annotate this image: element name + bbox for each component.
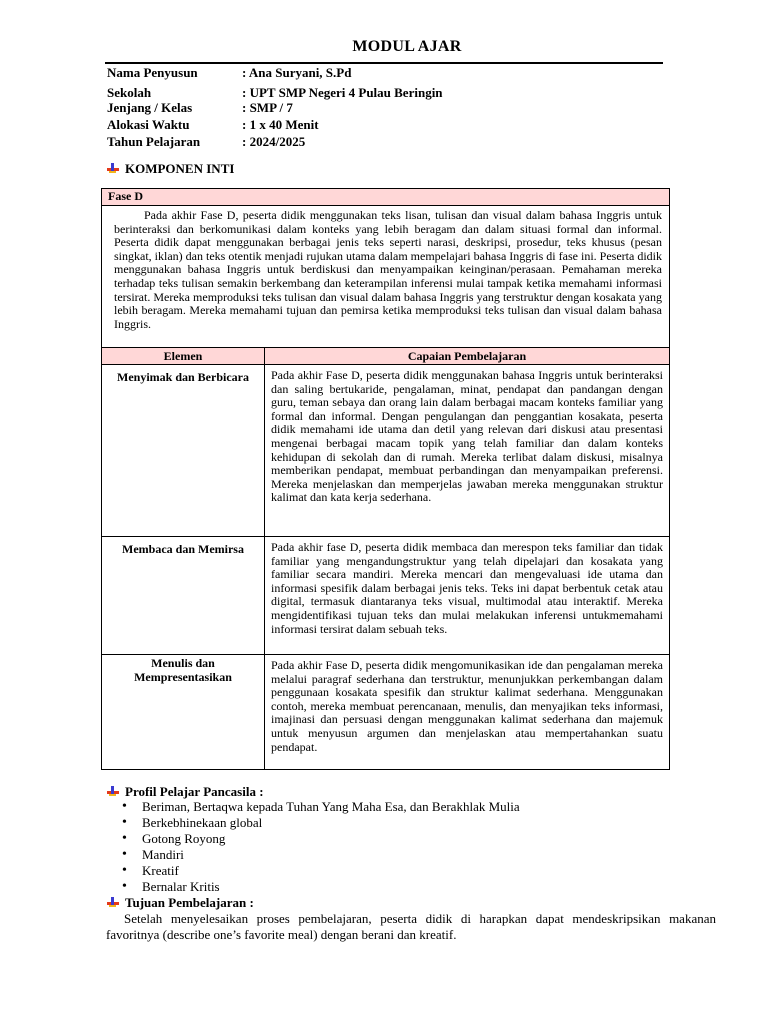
list-item: • Bernalar Kritis: [122, 879, 520, 895]
info-value: : 1 x 40 Menit: [242, 117, 319, 132]
info-label: Nama Penyusun: [107, 65, 198, 80]
info-value: : Ana Suryani, S.Pd: [242, 65, 352, 80]
info-label: Sekolah: [107, 85, 152, 100]
table-row: [102, 537, 670, 655]
elemen-cell: Membaca dan Memirsa: [102, 537, 265, 655]
info-value: : 2024/2025: [242, 134, 306, 149]
document-title: MODUL AJAR: [352, 38, 462, 55]
list-item: • Mandiri: [122, 847, 520, 863]
info-value: : UPT SMP Negeri 4 Pulau Beringin: [242, 85, 443, 100]
fase-description: [102, 206, 670, 348]
list-item: • Kreatif: [122, 863, 520, 879]
table-row: [102, 655, 670, 770]
tujuan-text-block: [106, 911, 716, 943]
info-label: Alokasi Waktu: [107, 117, 190, 132]
capaian-cell: Pada akhir Fase D, peserta didik mengomunikasikan ide dan pengalaman mereka melalui paragraf sederhana dan terstruktur, menunjukkan perkembangan dalam penggunaan kosakata spesifik dan struktur kalimat sederhana. Menggunakan contoh, mereka membuat perencanaan, menulis, dan menyajikan teks informasi, imajinasi dan persuasi dengan menggunakan kalimat sederhana dan majemuk untuk menyusun argumen dan menjelaskan atau mempertahankan suatu pendapat.: [265, 655, 670, 770]
tujuan-paragraph: Setelah menyelesaikan proses pembelajaran, peserta didik di harapkan dapat mendeskripsikan makanan favoritnya (describe one’s favorite meal) dengan berani dan kreatif.: [106, 911, 716, 942]
list-item: • Beriman, Bertaqwa kepada Tuhan Yang Maha Esa, dan Berakhlak Mulia: [122, 799, 520, 815]
list-item: • Berkebhinekaan global: [122, 815, 520, 831]
fase-paragraph: Pada akhir Fase D, peserta didik menggunakan teks lisan, tulisan dan visual dalam bahasa Inggris untuk berinteraksi dan berkomunikasi dalam konteks yang lebih beragam dan dalam situasi formal dan informal. Peserta didik dapat menggunakan berbagai jenis teks seperti narasi, deskripsi, prosedur, teks khusus (pesan singkat, iklan) dan teks otentik menjadi rujukan utama dalam mempelajari bahasa Inggris di fase ini. Peserta didik menggunakan bahasa Inggris untuk berdiskusi dan menyampaikan keinginan/perasaan. Pemahaman mereka terhadap teks tulisan semakin berkembang dan keterampilan inferensi mulai tampak ketika memahami informasi tersirat. Mereka memproduksi teks tulisan dan visual dalam bahasa Inggris yang terstruktur dengan kosakata yang lebih beragam. Mereka memahami tujuan dan pemirsa ketika memproduksi teks tulisan dan visual dalam bahasa Inggris.: [114, 208, 662, 331]
profil-label: Profil Pelajar Pancasila :: [125, 784, 264, 799]
komponen-inti-label: KOMPONEN INTI: [125, 161, 235, 176]
info-label: Tahun Pelajaran: [107, 134, 201, 149]
elemen-cell: Menyimak dan Berbicara: [102, 365, 265, 537]
profil-list: [122, 799, 520, 895]
column-header-elemen: Elemen: [102, 348, 265, 365]
capaian-cell: Pada akhir Fase D, peserta didik menggunakan bahasa Inggris untuk berinteraksi dan saling bertukaride, pengalaman, minat, pendapat dan pandangan dengan guru, teman sebaya dan orang lain dalam berbagai macam konteks familiar yang formal dan informal. Dengan pengulangan dan penggantian kosakata, peserta didik memahami ide utama dan detil yang relevan dari diskusi atau presentasi mengenai berbagai macam topik yang telah familiar dan dalam konteks kehidupan di sekolah dan di rumah. Mereka terlibat dalam diskusi, misalnya memberikan pendapat, membuat perbandingan dan menyampaikan preferensi. Mereka menjelaskan dan memperjelas jawaban mereka menggunakan struktur kalimat dan kata kerja sederhana.: [265, 365, 670, 537]
column-header-capaian: Capaian Pembelajaran: [265, 348, 670, 365]
table-row: [102, 365, 670, 537]
elemen-cell: Menulis dan Mempresentasikan: [102, 655, 265, 770]
capaian-cell: Pada akhir fase D, peserta didik membaca dan merespon teks familiar dan tidak familiar yang mengandungstruktur yang telah dipelajari dan kosakata yang familiar secara mandiri. Mereka mencari dan mengevaluasi ide utama dan informasi spesifik dalam berbagai jenis teks. Teks ini dapat berbentuk cetak atau digital, termasuk diantaranya teks visual, multimodal atau interaktif. Mereka mengidentifikasi tujuan teks dan mulai melakukan inferensi untukmemahami informasi tersirat dalam sebuah teks.: [265, 537, 670, 655]
komponen-inti-heading: [106, 161, 234, 177]
tujuan-heading: [106, 895, 254, 911]
tujuan-label: Tujuan Pembelajaran :: [125, 895, 254, 910]
title-divider: [105, 62, 663, 64]
hand-pointer-icon: [106, 896, 120, 908]
hand-pointer-icon: [106, 785, 120, 797]
hand-pointer-icon: [106, 162, 120, 174]
info-value: : SMP / 7: [242, 100, 293, 115]
info-label: Jenjang / Kelas: [107, 100, 193, 115]
fase-header: Fase D: [102, 189, 670, 206]
profil-heading: [106, 784, 264, 800]
list-item: • Gotong Royong: [122, 831, 520, 847]
capaian-table: [101, 188, 670, 770]
